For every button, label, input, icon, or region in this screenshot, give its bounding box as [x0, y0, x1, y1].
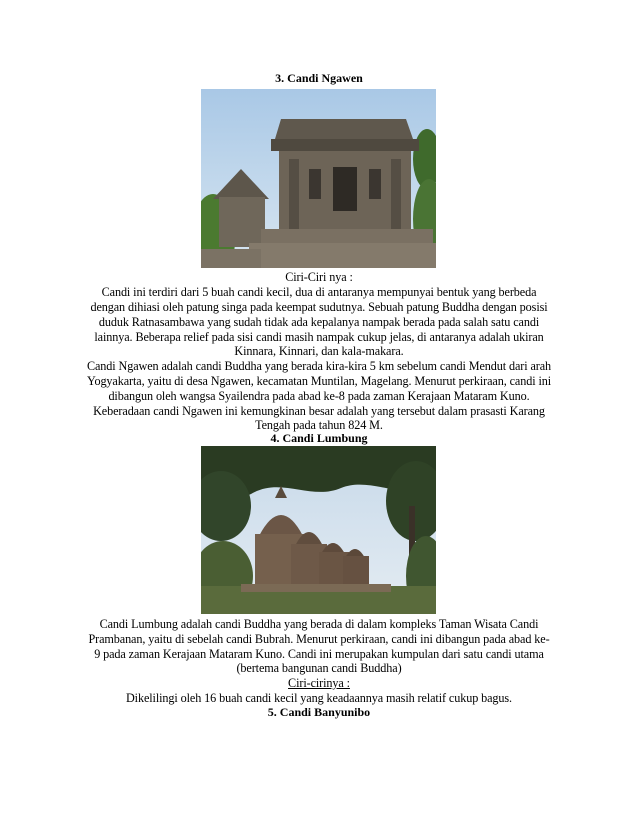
ngawen-paragraph-1-line-2: dengan dihiasi oleh patung singa pada keempat sudutnya. Sebuah patung Buddha dengan posisi [90, 300, 548, 314]
ngawen-paragraph-2-line-4: Keberadaan candi Ngawen ini kemungkinan besar adalah yang tersebut dalam prasasti Karang [93, 404, 545, 418]
lumbung-characteristics-label: Ciri-cirinya : [288, 676, 350, 690]
ngawen-paragraph-2-line-2: Yogyakarta, yaitu di desa Ngawen, kecamatan Muntilan, Magelang. Menurut perkiraan, candi ini [86, 374, 552, 388]
photo-candi-ngawen [201, 89, 436, 268]
ngawen-paragraph-2-line-5: Tengah pada tahun 824 M. [255, 418, 383, 432]
ngawen-paragraph-1-line-5: Kinnara, Kinnari, dan kala-makara. [234, 344, 404, 358]
ngawen-characteristics-label: Ciri-Ciri nya : [285, 270, 353, 284]
lumbung-paragraph-line-3: 9 pada zaman Kerajaan Mataram Kuno. Candi ini merupakan kumpulan dari satu candi utama [94, 647, 544, 661]
photo-candi-lumbung [201, 446, 436, 614]
ngawen-paragraph-1-line-1: Candi ini terdiri dari 5 buah candi kecil, dua di antaranya mempunyai bentuk yang berbeda [101, 285, 537, 299]
lumbung-paragraph-line-2: Prambanan, yaitu di sebelah candi Bubrah. Menurut perkiraan, candi ini dibangun pada abad ke- [88, 632, 550, 646]
section-heading-banyunibo: 5. Candi Banyunibo [267, 705, 371, 719]
ngawen-paragraph-1-line-4: lainnya. Beberapa relief pada sisi candi masih nampak cukup jelas, di antaranya adalah ukiran [94, 330, 544, 344]
lumbung-paragraph-line-1: Candi Lumbung adalah candi Buddha yang berada di dalam kompleks Taman Wisata Candi [99, 617, 539, 631]
section-heading-lumbung: 4. Candi Lumbung [270, 431, 368, 445]
lumbung-characteristics-line-1: Dikelilingi oleh 16 buah candi kecil yang keadaannya masih relatif cukup bagus. [125, 691, 513, 705]
ngawen-paragraph-1-line-3: duduk Ratnasambawa yang sudah tidak ada kepalanya nampak berada pada salah satu candi [98, 315, 540, 329]
ngawen-paragraph-2-line-1: Candi Ngawen adalah candi Buddha yang berada kira-kira 5 km sebelum candi Mendut dari arah [86, 359, 552, 373]
lumbung-paragraph-line-4: (bertema bangunan candi Buddha) [236, 661, 402, 675]
section-heading-ngawen: 3. Candi Ngawen [275, 71, 363, 85]
ngawen-paragraph-2-line-3: dibangun oleh wangsa Syailendra pada abad ke-8 pada zaman Kerajaan Mataram Kuno. [108, 389, 530, 403]
